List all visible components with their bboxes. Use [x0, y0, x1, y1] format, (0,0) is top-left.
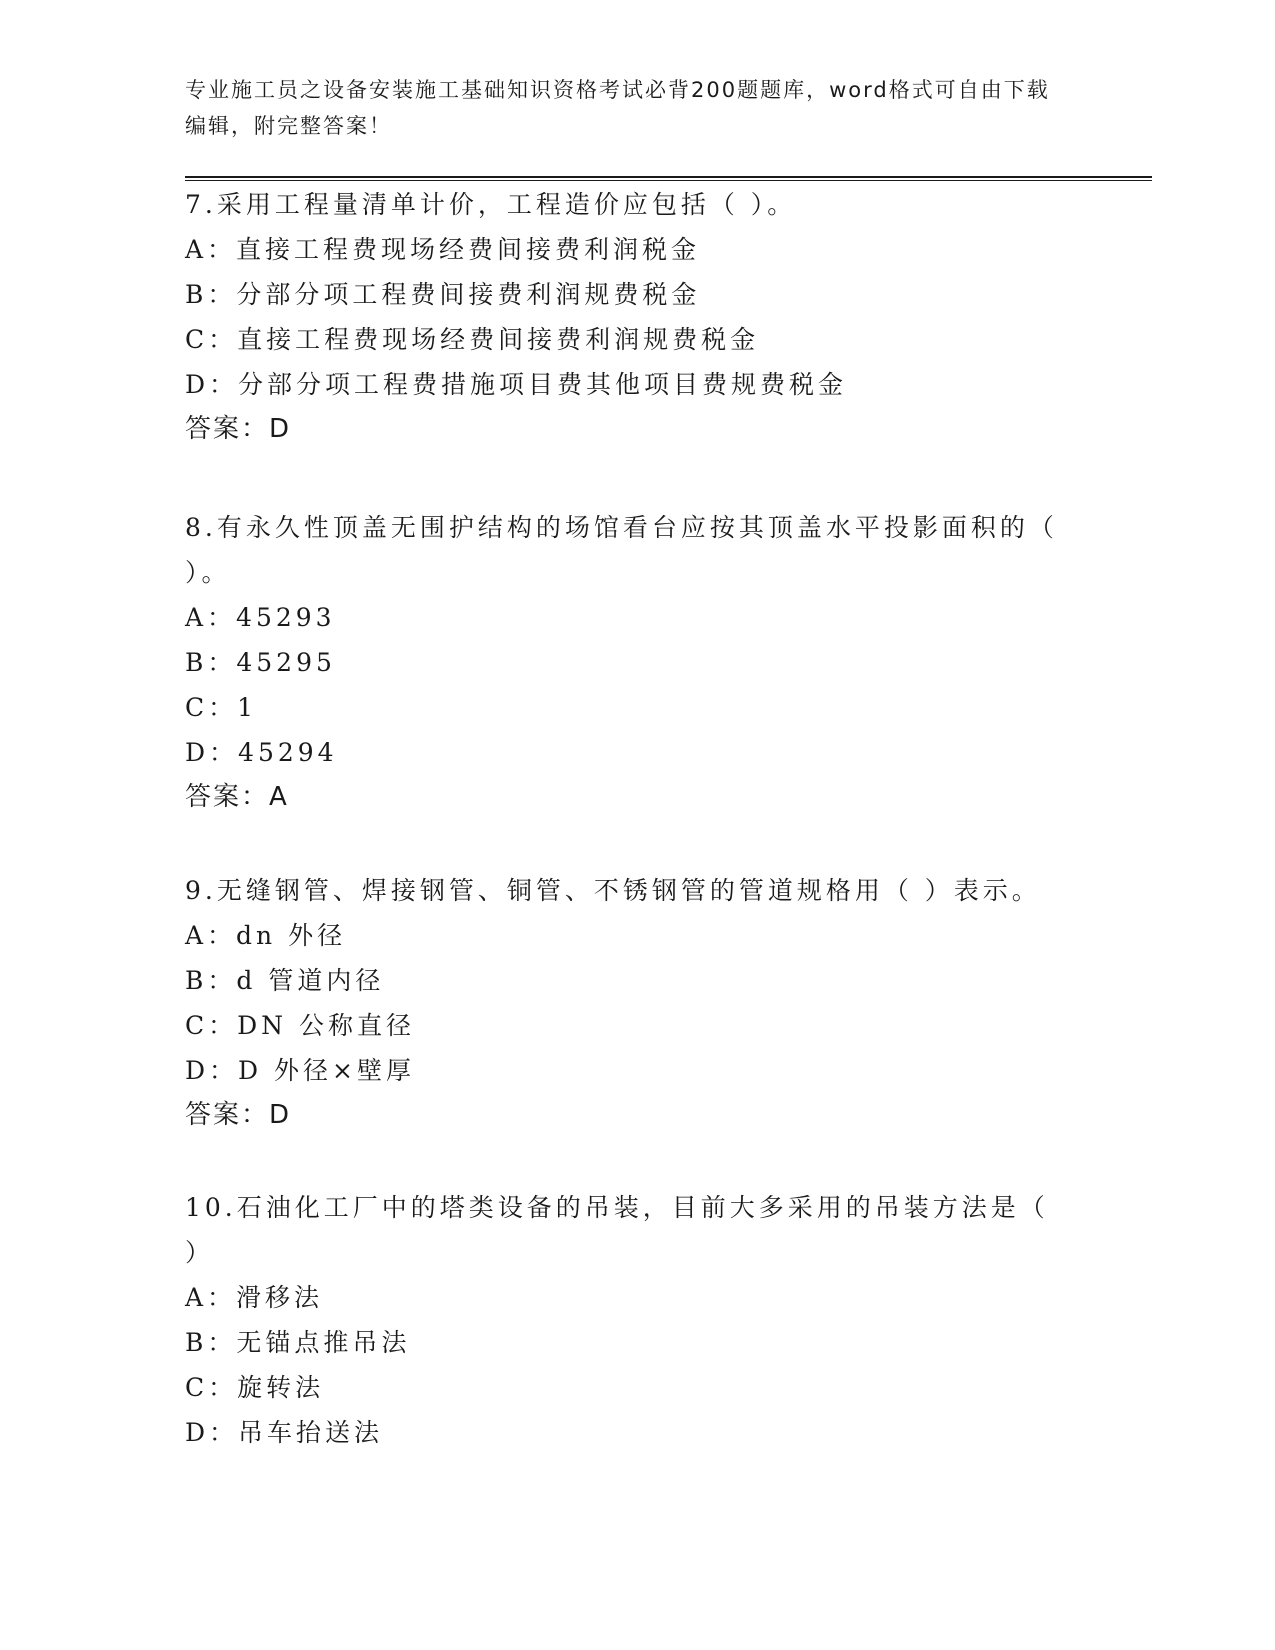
question-block-9 — [185, 868, 1065, 1138]
option-d: D：吊车抬送法 — [185, 1418, 384, 1447]
option-c: C：DN 公称直径 — [185, 1011, 415, 1040]
question-block-7 — [185, 182, 1065, 452]
option-c: C：旋转法 — [185, 1373, 325, 1402]
option-a: A：滑移法 — [185, 1283, 324, 1312]
option-a: A：45293 — [185, 603, 336, 632]
question-block-10 — [185, 1185, 1065, 1455]
question-stem: 10.石油化工厂中的塔类设备的吊装，目前大多采用的吊装方法是（ ） — [185, 1193, 1061, 1267]
document-header: 专业施工员之设备安装施工基础知识资格考试必背200题题库，word格式可自由下载编辑，附完整答案！ — [185, 78, 1050, 138]
option-d: D：D 外径×壁厚 — [185, 1056, 415, 1085]
question-stem: 7.采用工程量清单计价，工程造价应包括（ ）。 — [185, 190, 797, 219]
option-d: D：45294 — [185, 738, 338, 767]
option-b: B：无锚点推吊法 — [185, 1328, 411, 1357]
question-stem: 8.有永久性顶盖无围护结构的场馆看台应按其顶盖水平投影面积的（ ）。 — [185, 513, 1070, 587]
option-c: C：直接工程费现场经费间接费利润规费税金 — [185, 325, 760, 354]
answer-line: 答案：D — [185, 1100, 292, 1130]
option-a: A：dn 外径 — [185, 921, 347, 950]
option-d: D：分部分项工程费措施项目费其他项目费规费税金 — [185, 370, 848, 399]
question-stem: 9.无缝钢管、焊接钢管、铜管、不锈钢管的管道规格用（ ）表示。 — [185, 876, 1041, 905]
answer-line: 答案：A — [185, 782, 289, 812]
option-b: B：d 管道内径 — [185, 966, 385, 995]
option-c: C：1 — [185, 693, 258, 722]
option-b: B：分部分项工程费间接费利润规费税金 — [185, 280, 701, 309]
question-block-8 — [185, 505, 1070, 820]
option-b: B：45295 — [185, 648, 336, 677]
option-a: A：直接工程费现场经费间接费利润税金 — [185, 235, 701, 264]
answer-line: 答案：D — [185, 414, 292, 444]
header-divider — [185, 176, 1152, 181]
